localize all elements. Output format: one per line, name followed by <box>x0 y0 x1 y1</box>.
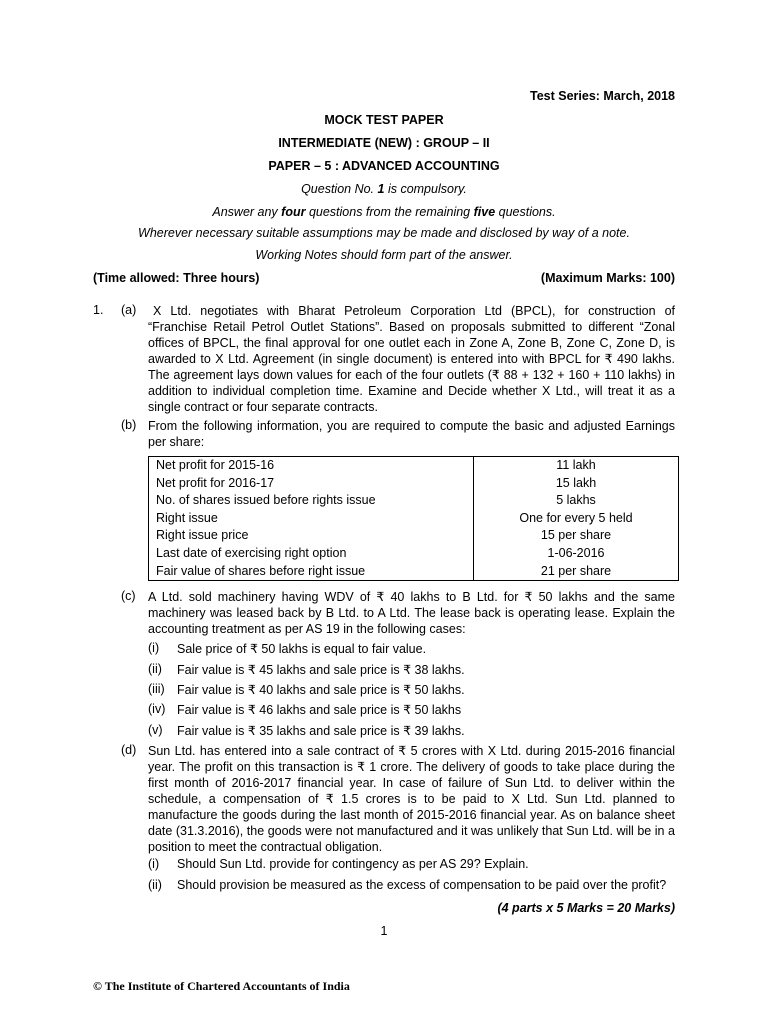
part-c-text: A Ltd. sold machinery having WDV of ₹ 40 lakhs to B Ltd. for ₹ 50 lakhs and the same machinery was leased back by B Ltd. to A Ltd. The lease back is operating lease. Explain the accounting treatment as per AS 19 in the following cases: <box>148 590 675 636</box>
table-row <box>149 527 679 545</box>
part-c-item-text: Fair value is ₹ 40 lakhs and sale price is ₹ 50 lakhs. <box>177 683 465 697</box>
row-label: Last date of exercising right option <box>149 545 474 563</box>
instruction-working-notes: Working Notes should form part of the answer. <box>255 248 513 262</box>
table-row <box>149 475 679 493</box>
instruction-answer-any: Answer any four questions from the remaining five questions. <box>212 205 556 219</box>
part-c-item-number: (iv) <box>148 702 166 716</box>
part-d-item-number: (ii) <box>148 878 162 892</box>
part-a-text: X Ltd. negotiates with Bharat Petroleum Corporation Ltd (BPCL), for construction of “Franchise Retail Petrol Outlet Stations”. Based on proposals submitted to different “Zonal offices of BPCL, the final approval for one outlet each in Zone A, Zone B, Zone C, Zone D, is awarded to X Ltd. Agreement (in single document) is entered into with BPCL for ₹ 490 lakhs. The agreement lays down values for each of the four outlets (₹ 88 + 132 + 160 + 110 lakhs) in addition to individual completion time. Examine and Decide whether X Ltd., will treat it as a single contract or four separate contracts. <box>148 304 675 414</box>
row-label: Right issue price <box>149 527 474 545</box>
part-c-item-number: (iii) <box>148 682 165 696</box>
eps-data-table <box>148 456 679 581</box>
maximum-marks: (Maximum Marks: 100) <box>540 271 675 285</box>
part-c-item-text: Fair value is ₹ 35 lakhs and sale price is ₹ 39 lakhs. <box>177 724 465 738</box>
row-value: 15 lakh <box>474 475 679 493</box>
footer-copyright: © The Institute of Chartered Accountants of India <box>93 979 350 993</box>
instruction-assumptions: Wherever necessary suitable assumptions may be made and disclosed by way of a note. <box>138 226 630 240</box>
part-b-label: (b) <box>121 418 137 432</box>
part-d-text: Sun Ltd. has entered into a sale contract of ₹ 5 crores with X Ltd. during 2015-2016 financial year. The profit on this transaction is ₹ 1 crore. The delivery of goods to take place during the first month of 2016-2017 financial year. In case of failure of Sun Ltd. to deliver within the schedule, a compensation of ₹ 1.5 crores is to be paid to X Ltd. Sun Ltd. planned to manufacture the goods during the last month of 2015-2016 financial year. As on balance sheet date (31.3.2016), the goods were not manufactured and it was unlikely that Sun Ltd. will be in a position to meet the contractual obligation. <box>148 744 675 854</box>
subject-title: PAPER – 5 : ADVANCED ACCOUNTING <box>268 159 500 173</box>
part-d-item-number: (i) <box>148 857 160 871</box>
row-value: 11 lakh <box>474 457 679 475</box>
row-value: 5 lakhs <box>474 492 679 510</box>
row-value: One for every 5 held <box>474 510 679 528</box>
table-row <box>149 457 679 475</box>
part-c-item-number: (i) <box>148 641 160 655</box>
time-allowed: (Time allowed: Three hours) <box>93 271 260 285</box>
table-row <box>149 492 679 510</box>
table-row <box>149 545 679 563</box>
part-c-label: (c) <box>121 589 136 603</box>
question-marks: (4 parts x 5 Marks = 20 Marks) <box>497 901 675 915</box>
part-c-item-text: Fair value is ₹ 46 lakhs and sale price is ₹ 50 lakhs <box>177 703 462 717</box>
group-title: INTERMEDIATE (NEW) : GROUP – II <box>278 136 490 150</box>
row-value: 15 per share <box>474 527 679 545</box>
row-label: Right issue <box>149 510 474 528</box>
part-a-label: (a) <box>121 303 137 317</box>
row-value: 1-06-2016 <box>474 545 679 563</box>
row-label: Net profit for 2016-17 <box>149 475 474 493</box>
row-label: Fair value of shares before right issue <box>149 563 474 581</box>
page-number: 1 <box>380 924 388 938</box>
question-number: 1. <box>93 303 104 317</box>
part-c-item-number: (ii) <box>148 662 162 676</box>
part-c-item-number: (v) <box>148 723 163 737</box>
test-series-label: Test Series: March, 2018 <box>530 89 675 103</box>
part-d-label: (d) <box>121 743 137 757</box>
part-c-item-text: Fair value is ₹ 45 lakhs and sale price is ₹ 38 lakhs. <box>177 663 465 677</box>
part-d-item-text: Should provision be measured as the excess of compensation to be paid over the profit? <box>177 878 667 892</box>
instruction-compulsory: Question No. 1 is compulsory. <box>301 182 467 196</box>
row-label: Net profit for 2015-16 <box>149 457 474 475</box>
part-d-item-text: Should Sun Ltd. provide for contingency as per AS 29? Explain. <box>177 857 529 871</box>
row-label: No. of shares issued before rights issue <box>149 492 474 510</box>
part-c-item-text: Sale price of ₹ 50 lakhs is equal to fair value. <box>177 642 427 656</box>
table-row <box>149 563 679 581</box>
paper-title: MOCK TEST PAPER <box>324 113 444 127</box>
part-b-text: From the following information, you are required to compute the basic and adjusted Earnings per share: <box>148 419 675 449</box>
row-value: 21 per share <box>474 563 679 581</box>
table-row <box>149 510 679 528</box>
